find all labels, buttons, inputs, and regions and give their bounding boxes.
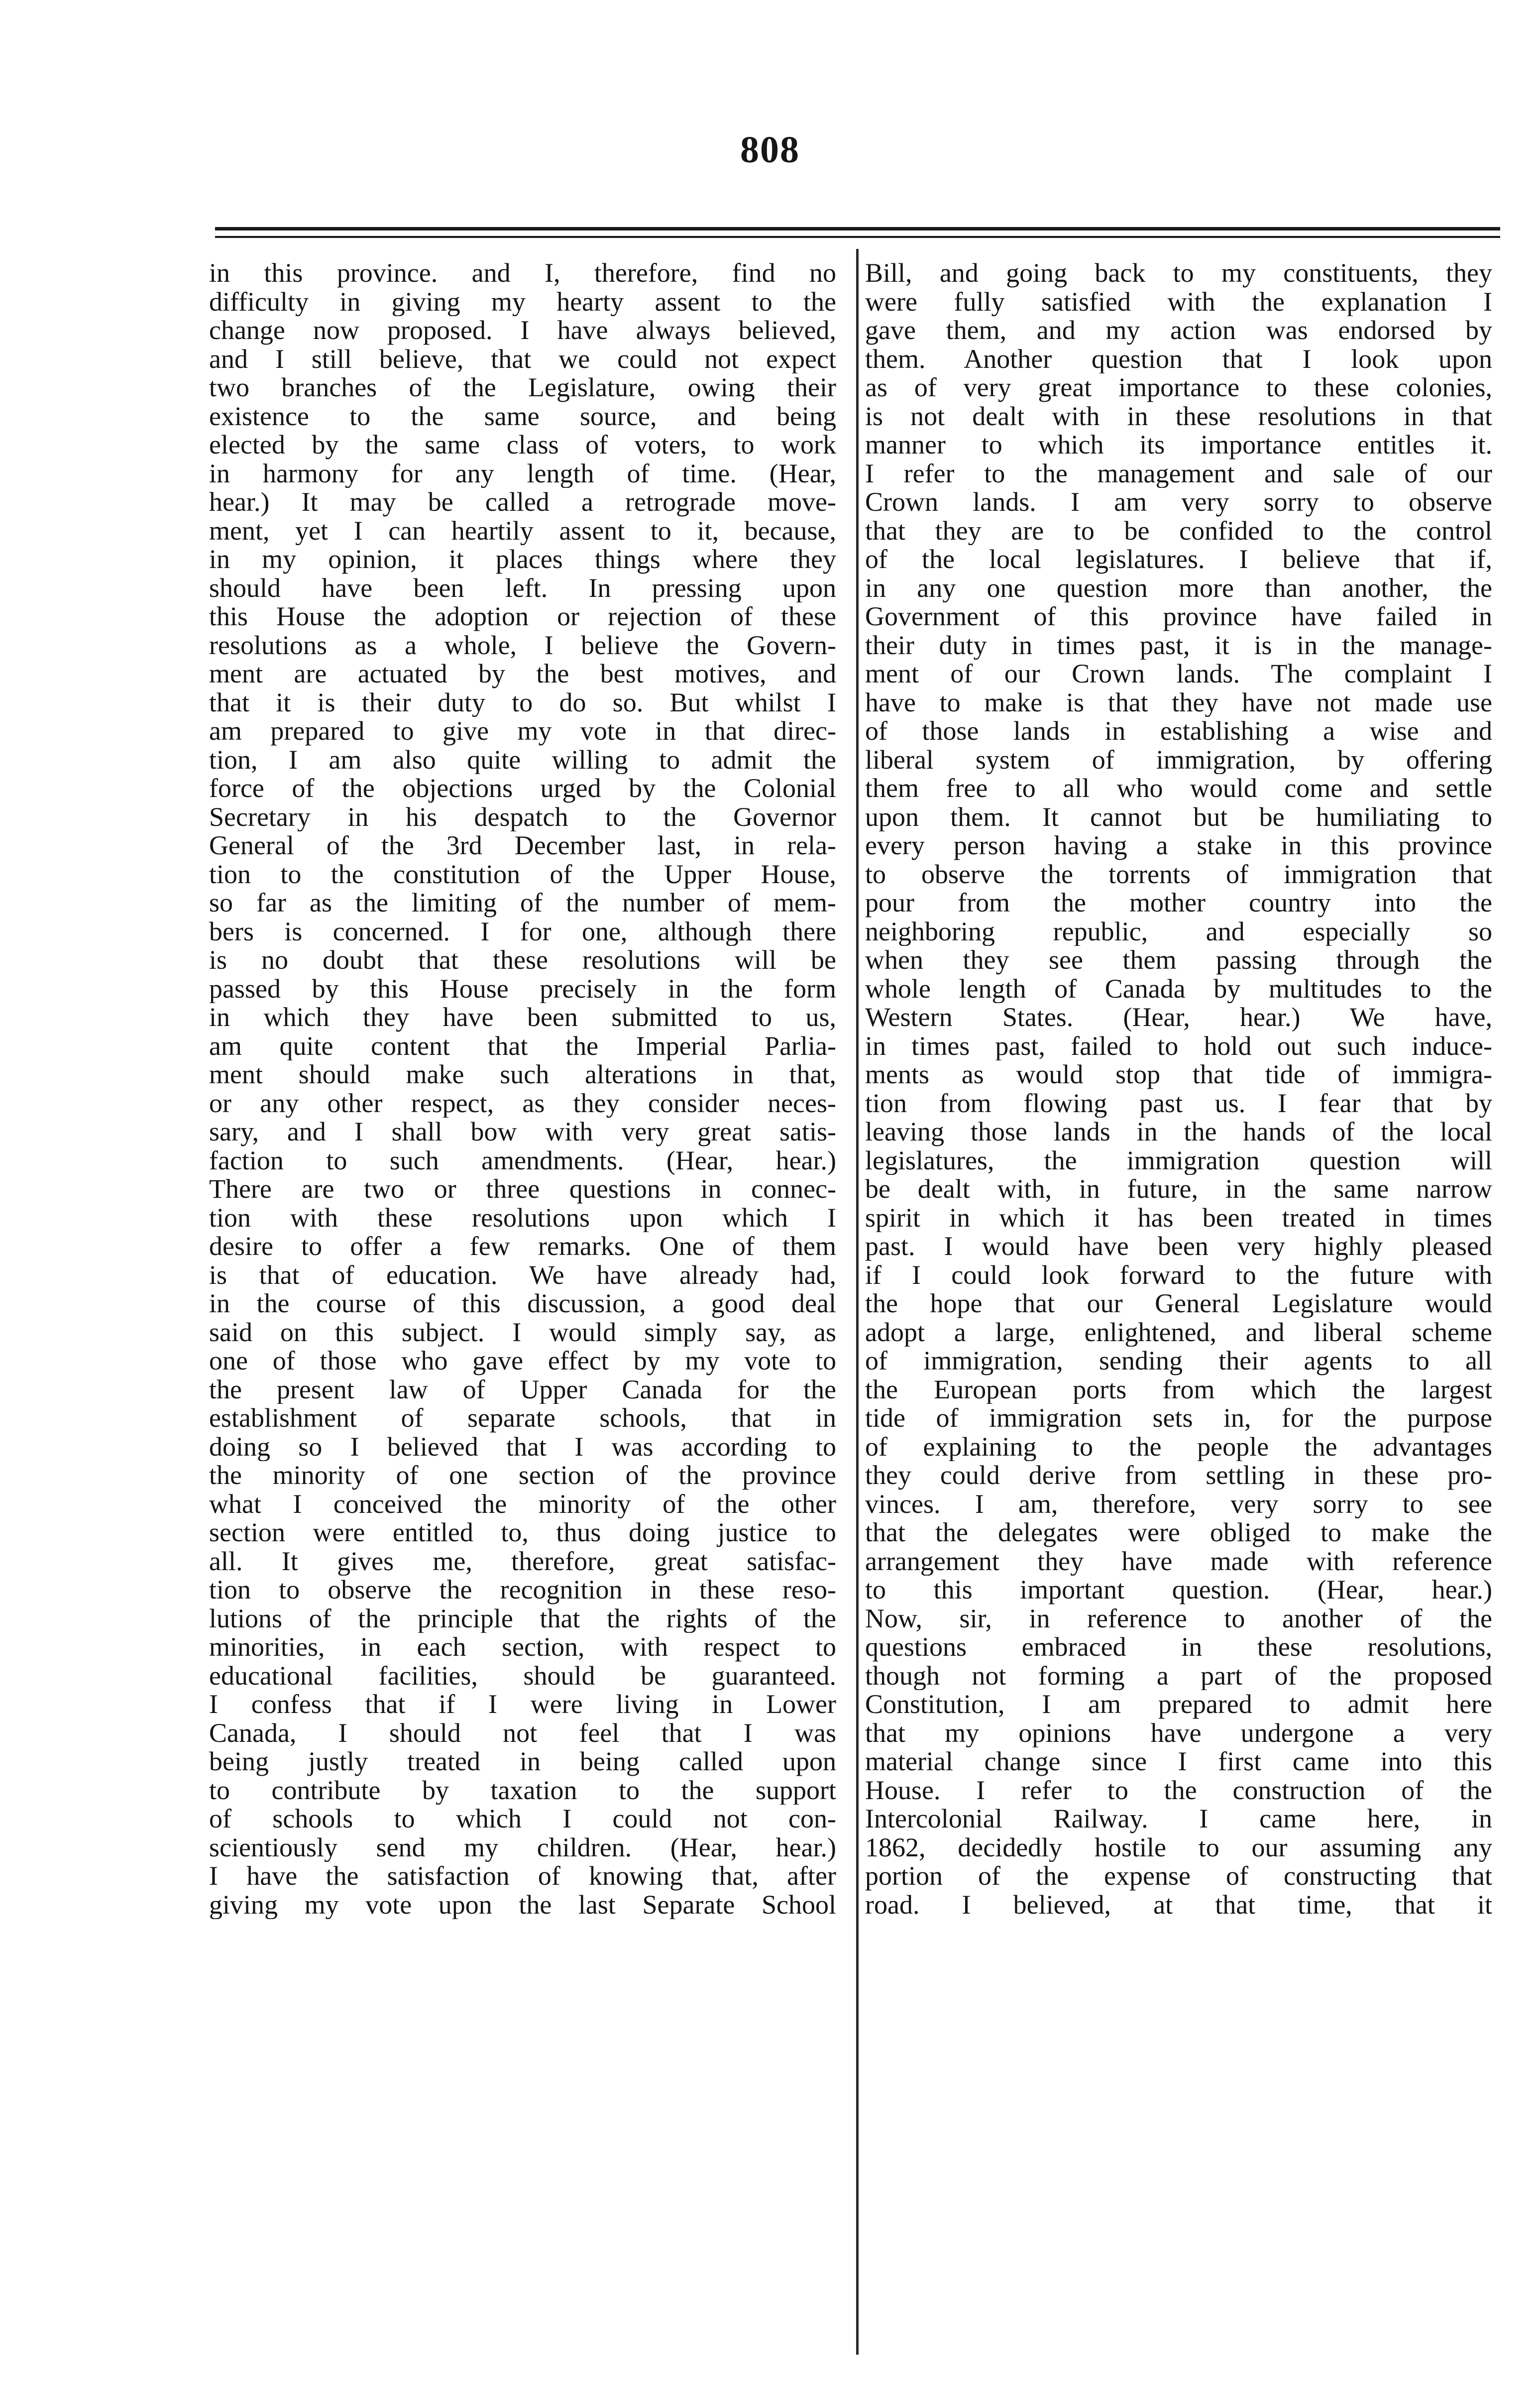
text-line-content: two branches of the Legislature, owing their	[209, 373, 836, 402]
text-line	[209, 1662, 836, 1691]
text-line-content: have to make is that they have not made use	[865, 688, 1492, 717]
text-line	[209, 1490, 836, 1519]
text-line-content: ment are actuated by the best motives, and	[209, 660, 836, 688]
text-line-content: 1862, decidedly hostile to our assuming any	[865, 1833, 1492, 1862]
text-line	[865, 373, 1492, 402]
text-line-content: if I could look forward to the future with	[865, 1260, 1492, 1289]
text-line	[209, 1232, 836, 1261]
text-line-content: neighboring republic, and especially so	[865, 917, 1492, 946]
text-line	[209, 831, 836, 860]
text-line-content: tion, I am also quite willing to admit the	[209, 745, 836, 774]
text-line	[209, 631, 836, 660]
text-line	[865, 1204, 1492, 1233]
text-line	[865, 1490, 1492, 1519]
text-column-left	[209, 259, 836, 1919]
text-line	[209, 746, 836, 775]
text-line-content: bers is concerned. I for one, although there	[209, 917, 836, 946]
text-line	[865, 1833, 1492, 1862]
text-line-content: ment should make such alterations in that,	[209, 1060, 836, 1089]
text-line	[865, 1891, 1492, 1920]
text-line	[209, 1891, 836, 1920]
text-line	[865, 1261, 1492, 1290]
text-line-content: that the delegates were obliged to make the	[865, 1518, 1492, 1547]
text-line	[209, 1461, 836, 1490]
text-line-content: doing so I believed that I was according to	[209, 1432, 836, 1461]
text-line	[209, 431, 836, 459]
text-line-content: be dealt with, in future, in the same narrow	[865, 1175, 1492, 1204]
text-line-content: giving my vote upon the last Separate School	[209, 1890, 836, 1919]
text-line	[865, 1805, 1492, 1833]
text-line	[865, 288, 1492, 317]
text-line-content: tion to the constitution of the Upper House,	[209, 860, 836, 889]
text-line	[865, 1118, 1492, 1146]
text-line	[209, 860, 836, 889]
text-line	[209, 1633, 836, 1662]
text-line	[865, 1175, 1492, 1204]
text-line	[209, 1747, 836, 1776]
text-line-content: section were entitled to, thus doing justice to	[209, 1518, 836, 1547]
text-line	[209, 1547, 836, 1576]
text-line	[865, 1776, 1492, 1805]
text-line-content: Secretary in his despatch to the Governor	[209, 802, 836, 831]
text-line-content: is not dealt with in these resolutions in that	[865, 402, 1492, 431]
text-line	[209, 774, 836, 803]
text-line	[865, 1032, 1492, 1061]
text-line-content: of immigration, sending their agents to all	[865, 1347, 1492, 1375]
text-line-content: tion to observe the recognition in these reso-	[209, 1576, 836, 1604]
text-line-content: adopt a large, enlightened, and liberal scheme	[865, 1318, 1492, 1347]
text-line-content: Bill, and going back to my constituents, they	[865, 259, 1492, 288]
text-line-content: all. It gives me, therefore, great satisfac-	[209, 1547, 836, 1576]
text-line-content: that they are to be confided to the control	[865, 516, 1492, 545]
text-line	[865, 1662, 1492, 1691]
text-line	[865, 1576, 1492, 1604]
text-line	[865, 946, 1492, 975]
text-line	[209, 1032, 836, 1061]
text-line	[209, 660, 836, 688]
text-line	[209, 1862, 836, 1891]
text-line	[209, 1175, 836, 1204]
text-line	[865, 574, 1492, 603]
text-line	[865, 774, 1492, 803]
text-line-content: what I conceived the minority of the other	[209, 1489, 836, 1518]
text-line-content: this House the adoption or rejection of these	[209, 602, 836, 631]
text-line-content: questions embraced in these resolutions,	[865, 1633, 1492, 1662]
text-line	[865, 1547, 1492, 1576]
text-line	[209, 316, 836, 345]
text-line-content: in my opinion, it places things where they	[209, 545, 836, 574]
text-line-content: that my opinions have undergone a very	[865, 1718, 1492, 1747]
text-line	[209, 1204, 836, 1233]
text-line	[209, 1347, 836, 1375]
text-line-content: difficulty in giving my hearty assent to the	[209, 287, 836, 316]
text-line	[865, 889, 1492, 917]
text-line	[865, 431, 1492, 459]
text-line	[865, 1461, 1492, 1490]
text-line	[209, 1433, 836, 1462]
text-line-content: I confess that if I were living in Lower	[209, 1690, 836, 1719]
text-line-content: gave them, and my action was endorsed by	[865, 316, 1492, 345]
text-line-content: Crown lands. I am very sorry to observe	[865, 488, 1492, 517]
text-line	[865, 1289, 1492, 1318]
text-line-content: force of the objections urged by the Colonial	[209, 774, 836, 803]
text-line	[209, 1776, 836, 1805]
text-line	[209, 1604, 836, 1633]
text-line	[865, 1375, 1492, 1404]
text-line	[209, 574, 836, 603]
text-line	[865, 631, 1492, 660]
text-line	[865, 1232, 1492, 1261]
text-line-content: every person having a stake in this province	[865, 831, 1492, 860]
text-line	[209, 717, 836, 746]
text-line	[209, 889, 836, 917]
text-line-content: them free to all who would come and settle	[865, 774, 1492, 803]
text-line-content: House. I refer to the construction of the	[865, 1776, 1492, 1805]
text-line-content: Government of this province have failed in	[865, 602, 1492, 631]
text-line	[209, 345, 836, 374]
text-line	[209, 259, 836, 288]
text-line-content: arrangement they have made with reference	[865, 1547, 1492, 1576]
text-line-content: in the course of this discussion, a good deal	[209, 1289, 836, 1318]
text-line-content: Western States. (Hear, hear.) We have,	[865, 1003, 1492, 1032]
text-line	[865, 402, 1492, 431]
text-line-content: tion with these resolutions upon which I	[209, 1203, 836, 1232]
text-line	[209, 1118, 836, 1146]
text-line	[209, 803, 836, 832]
text-line	[865, 688, 1492, 717]
text-line	[865, 860, 1492, 889]
text-line	[209, 402, 836, 431]
text-line-content: am prepared to give my vote in that direc-	[209, 717, 836, 746]
text-line-content: being justly treated in being called upon	[209, 1747, 836, 1776]
text-line-content: the present law of Upper Canada for the	[209, 1375, 836, 1404]
text-line-content: should have been left. In pressing upon	[209, 573, 836, 602]
text-line-content: leaving those lands in the hands of the local	[865, 1118, 1492, 1146]
text-line	[209, 517, 836, 546]
text-line-content: of explaining to the people the advantages	[865, 1432, 1492, 1461]
text-line	[209, 1060, 836, 1089]
text-line-content: to observe the torrents of immigration that	[865, 860, 1492, 889]
text-line-content: in this province. and I, therefore, find no	[209, 259, 836, 288]
text-line-content: when they see them passing through the	[865, 946, 1492, 975]
text-line-content: of schools to which I could not con-	[209, 1805, 836, 1833]
text-line	[865, 1347, 1492, 1375]
text-line	[865, 1404, 1492, 1433]
text-line	[865, 545, 1492, 574]
text-line-content: as of very great importance to these colonies,	[865, 373, 1492, 402]
text-line-content: I refer to the management and sale of our	[865, 459, 1492, 488]
text-line-content: said on this subject. I would simply say, as	[209, 1318, 836, 1347]
text-line-content: one of those who gave effect by my vote to	[209, 1347, 836, 1375]
text-line	[209, 373, 836, 402]
text-line-content: ment of our Crown lands. The complaint I	[865, 660, 1492, 688]
text-line-content: manner to which its importance entitles it.	[865, 431, 1492, 459]
text-line	[865, 1433, 1492, 1462]
text-line-content: am quite content that the Imperial Parlia-	[209, 1031, 836, 1060]
text-line-content: upon them. It cannot but be humiliating to	[865, 802, 1492, 831]
text-line	[865, 746, 1492, 775]
text-line	[865, 831, 1492, 860]
text-line-content: Constitution, I am prepared to admit here	[865, 1690, 1492, 1719]
text-line-content: minorities, in each section, with respect to	[209, 1633, 836, 1662]
text-line-content: in times past, failed to hold out such induce-	[865, 1031, 1492, 1060]
text-line	[209, 1146, 836, 1175]
text-line	[209, 1289, 836, 1318]
text-line-content: their duty in times past, it is in the manage-	[865, 631, 1492, 660]
text-line-content: existence to the same source, and being	[209, 402, 836, 431]
text-line	[209, 488, 836, 517]
header-rule-thin	[215, 236, 1500, 238]
text-line-content: so far as the limiting of the number of mem-	[209, 889, 836, 917]
text-line-content: vinces. I am, therefore, very sorry to see	[865, 1489, 1492, 1518]
text-line-content: Canada, I should not feel that I was	[209, 1718, 836, 1747]
text-line	[865, 660, 1492, 688]
text-line	[865, 975, 1492, 1004]
text-line-content: passed by this House precisely in the form	[209, 974, 836, 1003]
text-line-content: or any other respect, as they consider neces-	[209, 1089, 836, 1118]
text-column-right	[865, 259, 1492, 1919]
text-line-content: Intercolonial Railway. I came here, in	[865, 1805, 1492, 1833]
text-line-content: whole length of Canada by multitudes to the	[865, 974, 1492, 1003]
header-rule-thick	[215, 227, 1500, 230]
text-line-content: that it is their duty to do so. But whilst I	[209, 688, 836, 717]
text-line-content: past. I would have been very highly pleased	[865, 1232, 1492, 1261]
text-line	[865, 1862, 1492, 1891]
text-line	[865, 1518, 1492, 1547]
text-line-content: I have the satisfaction of knowing that, after	[209, 1862, 836, 1891]
text-line-content: scientiously send my children. (Hear, hear.)	[209, 1833, 836, 1862]
text-line	[209, 1805, 836, 1833]
text-line-content: tide of immigration sets in, for the purpose	[865, 1404, 1492, 1433]
text-line	[865, 1060, 1492, 1089]
text-line-content: portion of the expense of constructing that	[865, 1862, 1492, 1891]
text-line	[209, 1375, 836, 1404]
text-line	[865, 717, 1492, 746]
text-line	[209, 1003, 836, 1032]
text-line	[865, 1003, 1492, 1032]
text-line	[209, 975, 836, 1004]
text-line-content: desire to offer a few remarks. One of them	[209, 1232, 836, 1261]
text-line	[865, 602, 1492, 631]
text-line	[209, 1318, 836, 1347]
text-line-content: legislatures, the immigration question will	[865, 1146, 1492, 1175]
text-line-content: in which they have been submitted to us,	[209, 1003, 836, 1032]
text-line-content: There are two or three questions in connec-	[209, 1175, 836, 1204]
text-line-content: hear.) It may be called a retrograde move-	[209, 488, 836, 517]
text-line	[209, 1261, 836, 1290]
text-line	[209, 1833, 836, 1862]
text-line	[865, 1089, 1492, 1118]
text-line	[209, 917, 836, 946]
text-line	[209, 1404, 836, 1433]
text-line-content: is that of education. We have already had,	[209, 1260, 836, 1289]
text-line	[209, 459, 836, 488]
text-line-content: resolutions as a whole, I believe the Govern-	[209, 631, 836, 660]
text-line	[209, 288, 836, 317]
text-line	[865, 917, 1492, 946]
text-line-content: road. I believed, at that time, that it	[865, 1890, 1492, 1919]
text-line	[865, 1690, 1492, 1719]
text-line	[865, 803, 1492, 832]
text-line-content: liberal system of immigration, by offering	[865, 745, 1492, 774]
text-line-content: change now proposed. I have always believed,	[209, 316, 836, 345]
text-line	[865, 517, 1492, 546]
text-line-content: ment, yet I can heartily assent to it, because,	[209, 516, 836, 545]
text-line	[209, 545, 836, 574]
text-line-content: were fully satisfied with the explanation I	[865, 287, 1492, 316]
text-line	[209, 1690, 836, 1719]
text-line-content: establishment of separate schools, that in	[209, 1404, 836, 1433]
text-line	[865, 488, 1492, 517]
text-line-content: educational facilities, should be guaranteed.	[209, 1661, 836, 1690]
text-line	[865, 1633, 1492, 1662]
text-line-content: sary, and I shall bow with very great satis-	[209, 1118, 836, 1146]
text-line-content: the hope that our General Legislature would	[865, 1289, 1492, 1318]
text-line-content: pour from the mother country into the	[865, 889, 1492, 917]
text-line	[209, 1089, 836, 1118]
text-line-content: though not forming a part of the proposed	[865, 1661, 1492, 1690]
text-line-content: in harmony for any length of time. (Hear,	[209, 459, 836, 488]
text-line-content: they could derive from settling in these pro-	[865, 1461, 1492, 1490]
text-line-content: to this important question. (Hear, hear.)	[865, 1576, 1492, 1604]
text-line	[865, 1747, 1492, 1776]
text-line	[209, 688, 836, 717]
text-line	[865, 259, 1492, 288]
text-line	[209, 1518, 836, 1547]
column-divider	[856, 249, 859, 2355]
text-line	[209, 946, 836, 975]
page-number: 808	[740, 129, 800, 171]
text-line-content: the minority of one section of the province	[209, 1461, 836, 1490]
text-line-content: spirit in which it has been treated in times	[865, 1203, 1492, 1232]
text-line	[865, 1318, 1492, 1347]
text-line	[865, 316, 1492, 345]
text-line	[865, 459, 1492, 488]
text-line-content: them. Another question that I look upon	[865, 344, 1492, 373]
text-line-content: of those lands in establishing a wise and	[865, 717, 1492, 746]
text-line-content: is no doubt that these resolutions will be	[209, 946, 836, 975]
text-line	[865, 1146, 1492, 1175]
text-line-content: elected by the same class of voters, to work	[209, 431, 836, 459]
text-line-content: material change since I first came into this	[865, 1747, 1492, 1776]
text-line-content: General of the 3rd December last, in rela-	[209, 831, 836, 860]
text-line-content: Now, sir, in reference to another of the	[865, 1604, 1492, 1633]
text-line	[865, 345, 1492, 374]
text-line-content: to contribute by taxation to the support	[209, 1776, 836, 1805]
text-line-content: the European ports from which the largest	[865, 1375, 1492, 1404]
text-line-content: ments as would stop that tide of immigra-	[865, 1060, 1492, 1089]
text-line-content: of the local legislatures. I believe that if,	[865, 545, 1492, 574]
text-line	[865, 1719, 1492, 1748]
text-line	[209, 1719, 836, 1748]
text-line-content: and I still believe, that we could not expect	[209, 344, 836, 373]
text-line-content: lutions of the principle that the rights of the	[209, 1604, 836, 1633]
text-line-content: in any one question more than another, the	[865, 573, 1492, 602]
text-line	[865, 1604, 1492, 1633]
text-line	[209, 1576, 836, 1604]
text-line	[209, 602, 836, 631]
text-line-content: faction to such amendments. (Hear, hear.)	[209, 1146, 836, 1175]
text-line-content: tion from flowing past us. I fear that by	[865, 1089, 1492, 1118]
